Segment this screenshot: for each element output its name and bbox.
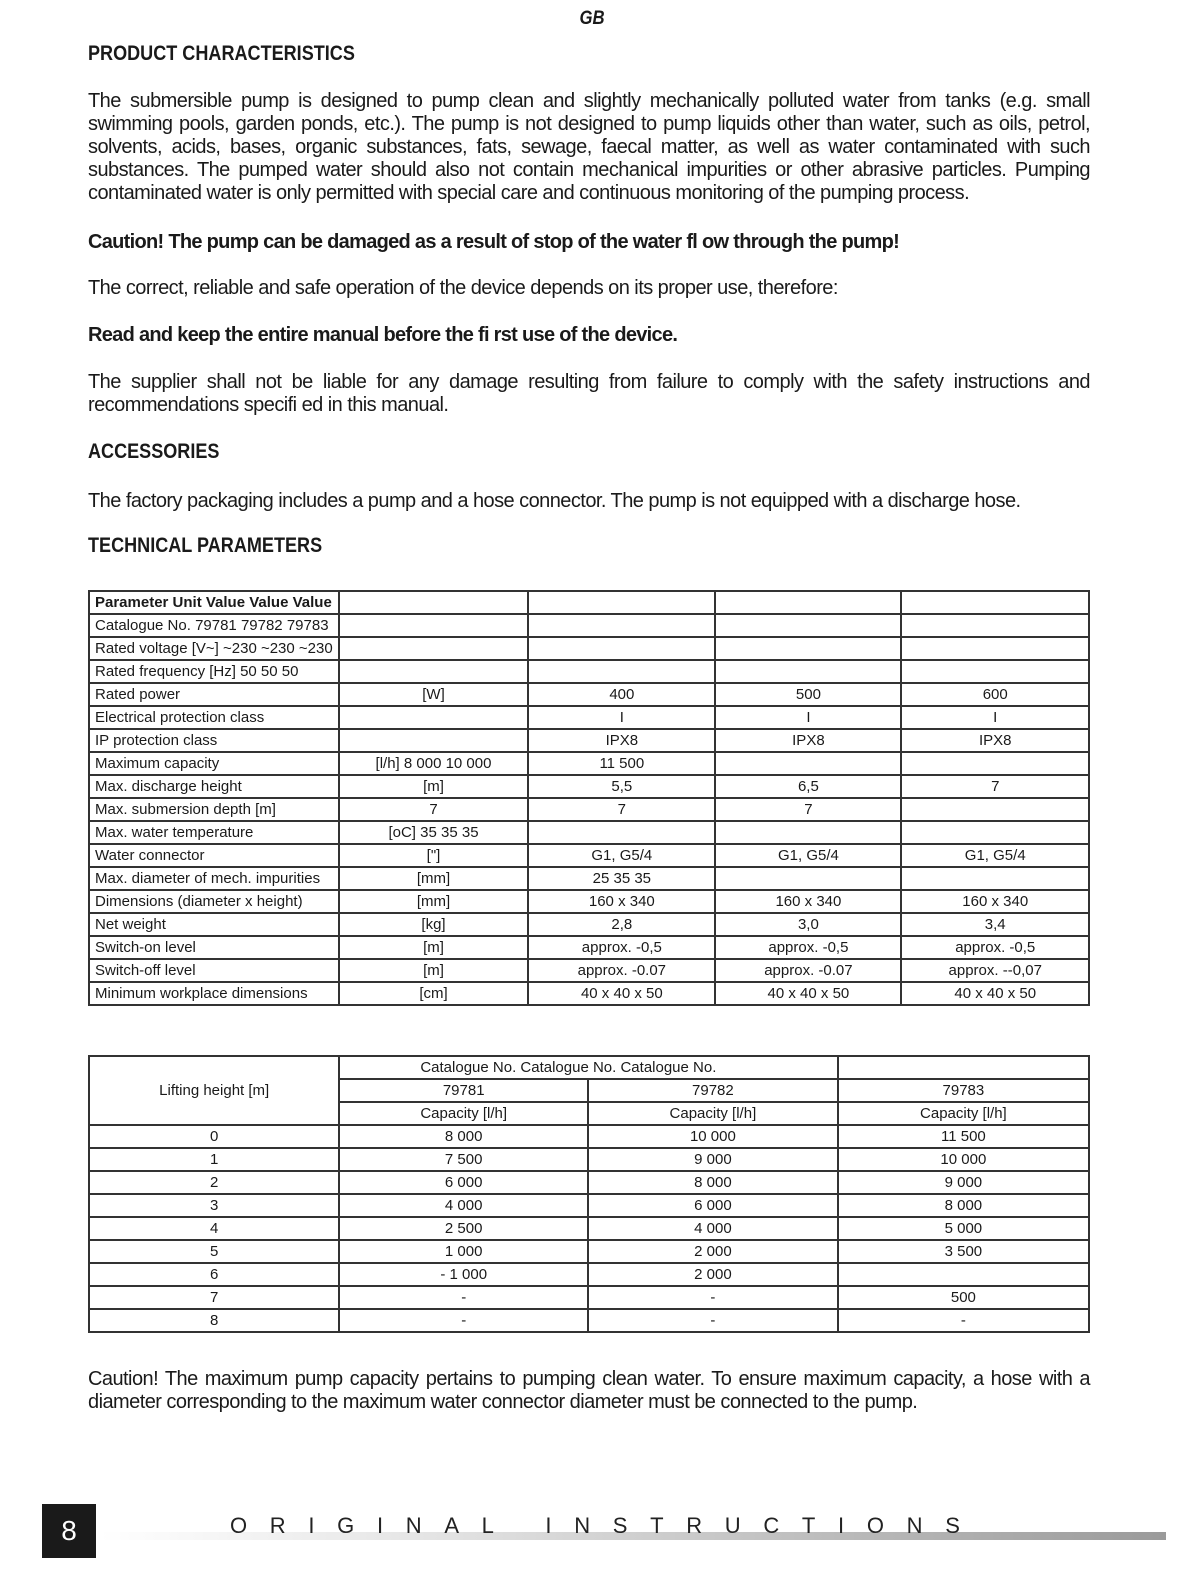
value-cell: [cm]: [339, 982, 529, 1005]
capacity-cell: -: [588, 1286, 838, 1309]
value-cell: [528, 614, 715, 637]
catalogue-header-empty: [838, 1056, 1089, 1079]
correct-use-text: The correct, reliable and safe operation of the device depends on its proper use, therefore:: [88, 277, 838, 299]
value-cell: [901, 821, 1089, 844]
capacity-cell: 2 000: [588, 1263, 838, 1286]
capacity-row: [89, 1240, 1089, 1263]
capacity-cell: 5 000: [838, 1217, 1089, 1240]
value-cell: approx. -0,5: [528, 936, 715, 959]
capacity-cell: 10 000: [838, 1148, 1089, 1171]
tech-row: [89, 637, 1089, 660]
value-cell: [715, 614, 901, 637]
value-cell: 160 x 340: [715, 890, 901, 913]
value-cell: I: [901, 706, 1089, 729]
value-cell: approx. -0,5: [715, 936, 901, 959]
parameter-cell: Net weight: [89, 913, 339, 936]
capacity-cell: 8 000: [339, 1125, 588, 1148]
value-cell: [715, 660, 901, 683]
capacity-row: [89, 1148, 1089, 1171]
value-cell: 5,5: [528, 775, 715, 798]
tech-row: [89, 821, 1089, 844]
value-cell: [339, 614, 529, 637]
value-cell: [m]: [339, 775, 529, 798]
value-cell: 7: [901, 775, 1089, 798]
capacity-cell: -: [838, 1309, 1089, 1332]
value-cell: [901, 867, 1089, 890]
footer-original-instructions: O R I G I N A L I N S T R U C T I O N S: [230, 1513, 960, 1538]
capacity-row: [89, 1286, 1089, 1309]
value-cell: approx. -0.07: [715, 959, 901, 982]
value-cell: 40 x 40 x 50: [528, 982, 715, 1005]
value-cell: 7: [528, 798, 715, 821]
value-cell: IPX8: [528, 729, 715, 752]
capacity-cell: 3 500: [838, 1240, 1089, 1263]
tech-row: [89, 982, 1089, 1005]
parameter-cell: Max. water temperature: [89, 821, 339, 844]
supplier-liability-text: The supplier shall not be liable for any damage resulting from failure to comply with the safety instructions and recommendations specifi ed in this manual.: [88, 371, 1090, 416]
technical-parameters-heading: TECHNICAL PARAMETERS: [88, 534, 323, 557]
capacity-row: [89, 1125, 1089, 1148]
tech-row: [89, 890, 1089, 913]
tech-row: [89, 752, 1089, 775]
value-cell: [715, 752, 901, 775]
value-cell: 7: [715, 798, 901, 821]
parameter-cell: Max. submersion depth [m]: [89, 798, 339, 821]
product-characteristics-heading: PRODUCT CHARACTERISTICS: [88, 42, 355, 65]
tech-row: [89, 706, 1089, 729]
technical-parameters-table: [88, 590, 1090, 1006]
parameter-cell: Minimum workplace dimensions: [89, 982, 339, 1005]
model-79783: 79783: [838, 1079, 1089, 1102]
capacity-cell: 2 000: [588, 1240, 838, 1263]
value-cell: I: [715, 706, 901, 729]
capacity-cell: 500: [838, 1286, 1089, 1309]
lifting-height-cell: 4: [89, 1217, 339, 1240]
value-cell: approx. -0,5: [901, 936, 1089, 959]
value-cell: 40 x 40 x 50: [715, 982, 901, 1005]
value-cell: [528, 660, 715, 683]
value-cell: 2,8: [528, 913, 715, 936]
value-cell: 160 x 340: [528, 890, 715, 913]
value-cell: 3,0: [715, 913, 901, 936]
value-cell: [W]: [339, 683, 529, 706]
capacity-cell: -: [339, 1309, 588, 1332]
value-cell: [339, 729, 529, 752]
value-cell: [528, 591, 715, 614]
value-cell: [715, 591, 901, 614]
catalogue-header: Catalogue No. Catalogue No. Catalogue No.: [339, 1056, 837, 1079]
parameter-cell: Dimensions (diameter x height): [89, 890, 339, 913]
value-cell: [mm]: [339, 890, 529, 913]
capacity-cell: 4 000: [339, 1194, 588, 1217]
value-cell: 400: [528, 683, 715, 706]
tech-row: [89, 959, 1089, 982]
value-cell: [339, 591, 529, 614]
product-description: The submersible pump is designed to pump clean and slightly mechanically polluted water from tanks (e.g. small swimming pools, garden ponds, etc.). The pump is not designed to pump liquids other than water, such as oils, petrol, solvents, acids, bases, organic substances, fats, sewage, faecal matter, as well as water contaminated with such substances. The pumped water should also not contain mechanical impurities or other abrasive particles. Pumping contaminated water is only permitted with special care and continuous monitoring of the pumping process.: [88, 90, 1090, 204]
value-cell: 11 500: [528, 752, 715, 775]
caution-water-flow: Caution! The pump can be damaged as a result of stop of the water fl ow through the pump!: [88, 231, 900, 253]
tech-row: [89, 936, 1089, 959]
lifting-height-cell: 7: [89, 1286, 339, 1309]
value-cell: 3,4: [901, 913, 1089, 936]
tech-row: [89, 867, 1089, 890]
lifting-height-header: Lifting height [m]: [89, 1056, 339, 1125]
value-cell: 7: [339, 798, 529, 821]
accessories-text: The factory packaging includes a pump and a hose connector. The pump is not equipped with a discharge hose.: [88, 490, 1021, 512]
parameter-cell: Water connector: [89, 844, 339, 867]
value-cell: 500: [715, 683, 901, 706]
lifting-height-cell: 8: [89, 1309, 339, 1332]
capacity-cell: - 1 000: [339, 1263, 588, 1286]
capacity-cell: 8 000: [588, 1171, 838, 1194]
capacity-header: Capacity [l/h]: [838, 1102, 1089, 1125]
value-cell: approx. -0.07: [528, 959, 715, 982]
value-cell: IPX8: [901, 729, 1089, 752]
value-cell: [901, 660, 1089, 683]
page-number: 8: [42, 1504, 96, 1558]
capacity-cell: [838, 1263, 1089, 1286]
capacity-cell: -: [588, 1309, 838, 1332]
value-cell: [715, 821, 901, 844]
value-cell: [901, 798, 1089, 821]
capacity-table: [88, 1055, 1090, 1333]
value-cell: I: [528, 706, 715, 729]
parameter-cell: Parameter Unit Value Value Value: [89, 591, 339, 614]
value-cell: [901, 752, 1089, 775]
tech-row: [89, 798, 1089, 821]
tech-row: [89, 591, 1089, 614]
capacity-cell: 6 000: [588, 1194, 838, 1217]
value-cell: [l/h] 8 000 10 000: [339, 752, 529, 775]
capacity-cell: 4 000: [588, 1217, 838, 1240]
value-cell: [339, 660, 529, 683]
value-cell: 160 x 340: [901, 890, 1089, 913]
value-cell: G1, G5/4: [715, 844, 901, 867]
capacity-header: Capacity [l/h]: [339, 1102, 588, 1125]
lifting-height-cell: 1: [89, 1148, 339, 1171]
parameter-cell: Catalogue No. 79781 79782 79783: [89, 614, 339, 637]
capacity-cell: 1 000: [339, 1240, 588, 1263]
parameter-cell: Max. discharge height: [89, 775, 339, 798]
value-cell: [mm]: [339, 867, 529, 890]
parameter-cell: Switch-on level: [89, 936, 339, 959]
lifting-height-cell: 3: [89, 1194, 339, 1217]
lifting-height-cell: 2: [89, 1171, 339, 1194]
parameter-cell: Maximum capacity: [89, 752, 339, 775]
capacity-cell: 8 000: [838, 1194, 1089, 1217]
parameter-cell: IP protection class: [89, 729, 339, 752]
caution-max-capacity: Caution! The maximum pump capacity pertains to pumping clean water. To ensure maximum capacity, a hose with a diameter corresponding to the maximum water connector diameter must be connected to the pump.: [88, 1368, 1090, 1413]
capacity-cell: 6 000: [339, 1171, 588, 1194]
value-cell: 25 35 35: [528, 867, 715, 890]
value-cell: approx. --0,07: [901, 959, 1089, 982]
accessories-heading: ACCESSORIES: [88, 440, 220, 463]
value-cell: [m]: [339, 959, 529, 982]
language-code: GB: [579, 8, 605, 29]
read-manual-text: Read and keep the entire manual before the fi rst use of the device.: [88, 324, 678, 346]
value-cell: [339, 637, 529, 660]
value-cell: [715, 637, 901, 660]
capacity-cell: -: [339, 1286, 588, 1309]
capacity-cell: 7 500: [339, 1148, 588, 1171]
tech-row: [89, 660, 1089, 683]
capacity-cell: 9 000: [838, 1171, 1089, 1194]
value-cell: [528, 637, 715, 660]
capacity-header: Capacity [l/h]: [588, 1102, 838, 1125]
value-cell: [339, 706, 529, 729]
value-cell: 600: [901, 683, 1089, 706]
parameter-cell: Switch-off level: [89, 959, 339, 982]
capacity-row: [89, 1171, 1089, 1194]
lifting-height-cell: 5: [89, 1240, 339, 1263]
capacity-row: [89, 1194, 1089, 1217]
capacity-row: [89, 1309, 1089, 1332]
model-79782: 79782: [588, 1079, 838, 1102]
value-cell: [m]: [339, 936, 529, 959]
parameter-cell: Max. diameter of mech. impurities: [89, 867, 339, 890]
value-cell: IPX8: [715, 729, 901, 752]
lifting-height-cell: 0: [89, 1125, 339, 1148]
tech-row: [89, 775, 1089, 798]
value-cell: [901, 637, 1089, 660]
tech-row: [89, 683, 1089, 706]
capacity-cell: 9 000: [588, 1148, 838, 1171]
parameter-cell: Rated frequency [Hz] 50 50 50: [89, 660, 339, 683]
value-cell: ["]: [339, 844, 529, 867]
value-cell: [kg]: [339, 913, 529, 936]
capacity-row: [89, 1217, 1089, 1240]
capacity-cell: 2 500: [339, 1217, 588, 1240]
capacity-cell: 10 000: [588, 1125, 838, 1148]
value-cell: [901, 614, 1089, 637]
value-cell: [528, 821, 715, 844]
value-cell: 40 x 40 x 50: [901, 982, 1089, 1005]
parameter-cell: Electrical protection class: [89, 706, 339, 729]
value-cell: 6,5: [715, 775, 901, 798]
model-79781: 79781: [339, 1079, 588, 1102]
tech-row: [89, 913, 1089, 936]
capacity-row: [89, 1263, 1089, 1286]
tech-row: [89, 844, 1089, 867]
value-cell: [715, 867, 901, 890]
parameter-cell: Rated voltage [V~] ~230 ~230 ~230: [89, 637, 339, 660]
tech-row: [89, 729, 1089, 752]
parameter-cell: Rated power: [89, 683, 339, 706]
tech-row: [89, 614, 1089, 637]
value-cell: [oC] 35 35 35: [339, 821, 529, 844]
value-cell: G1, G5/4: [901, 844, 1089, 867]
value-cell: G1, G5/4: [528, 844, 715, 867]
capacity-cell: 11 500: [838, 1125, 1089, 1148]
lifting-height-cell: 6: [89, 1263, 339, 1286]
value-cell: [901, 591, 1089, 614]
